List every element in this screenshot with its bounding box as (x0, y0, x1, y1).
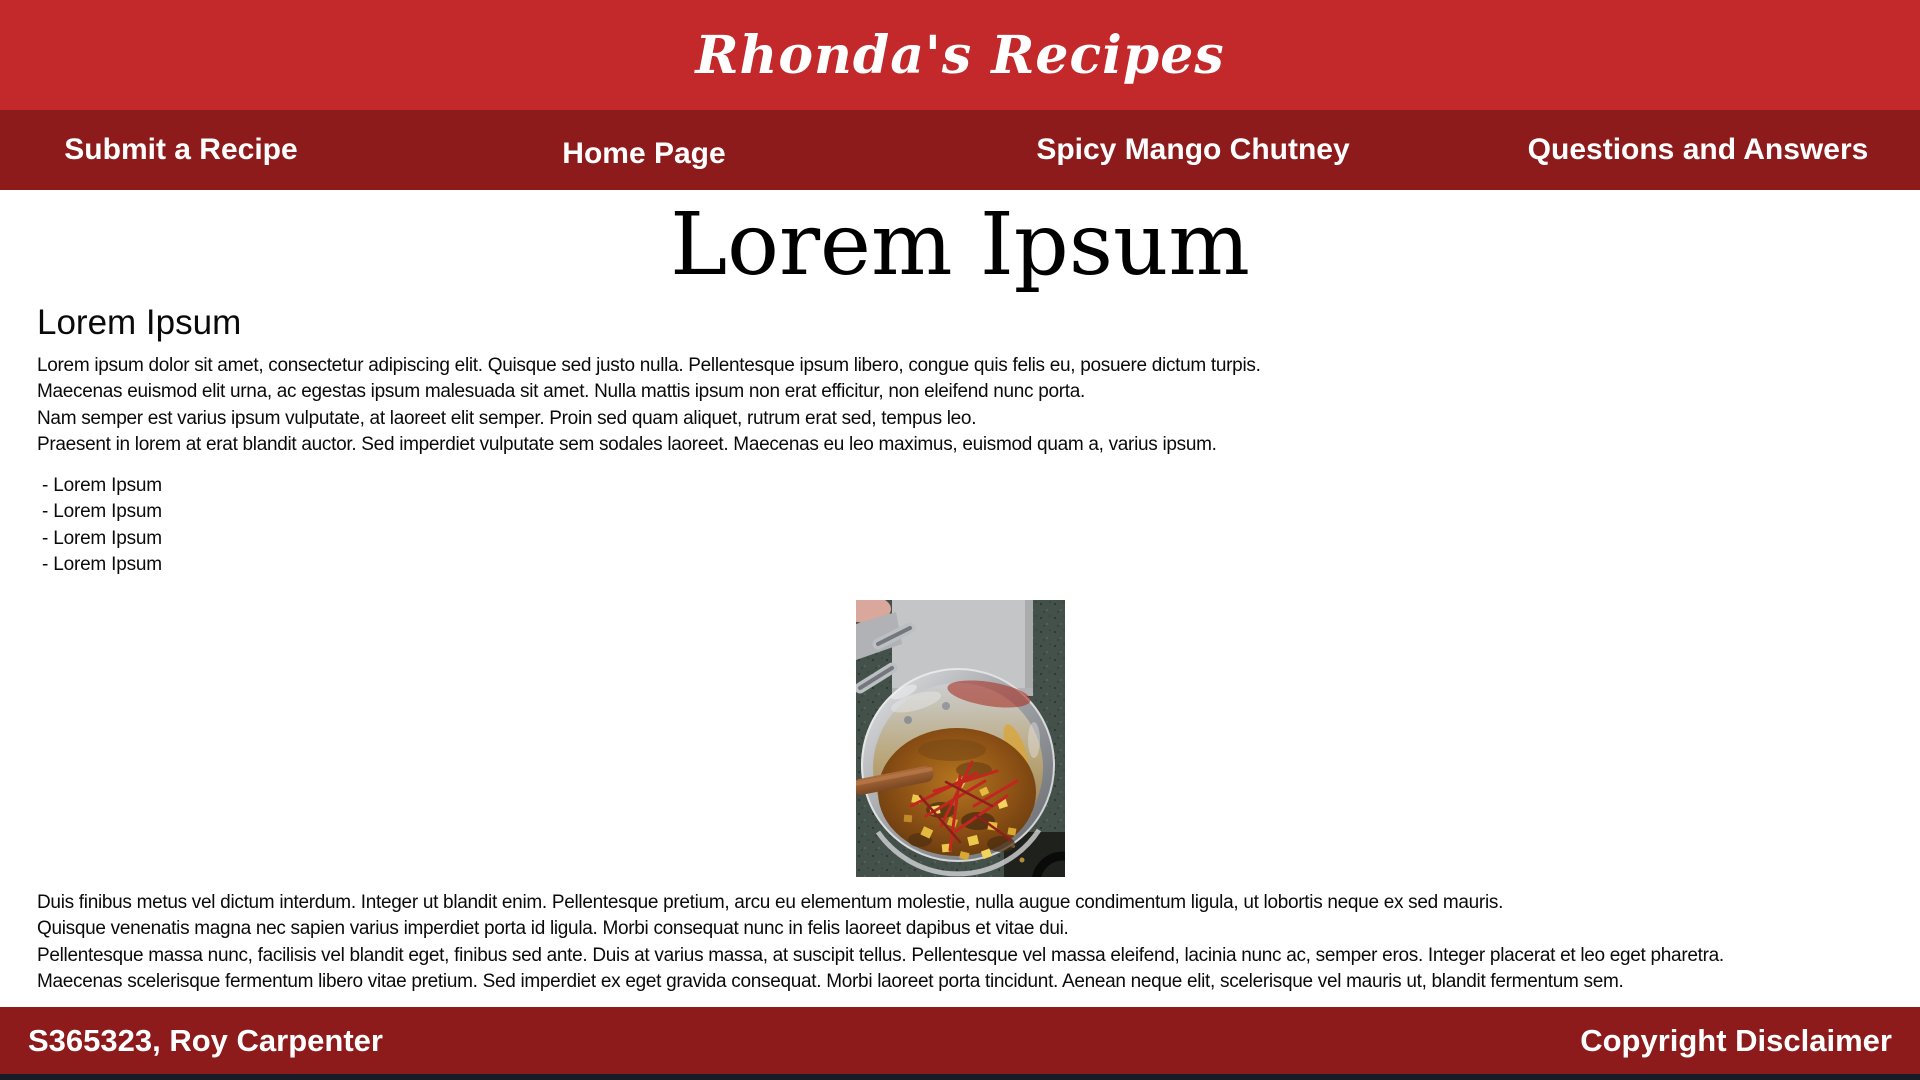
nav-item-questions-and-answers[interactable]: Questions and Answers (1527, 133, 1869, 166)
footer-copyright-disclaimer-link[interactable]: Copyright Disclaimer (1580, 1022, 1892, 1058)
list-item: - Lorem Ipsum (42, 527, 162, 549)
nav-item-submit-a-recipe[interactable]: Submit a Recipe (64, 133, 298, 166)
nav-item-spicy-mango-chutney[interactable]: Spicy Mango Chutney (1036, 133, 1350, 166)
closing-paragraph (37, 890, 1920, 996)
paragraph-line: Maecenas euismod elit urna, ac egestas ipsum malesuada sit amet. Nulla mattis ipsum non erat efficitur, non eleifend nunc porta. (37, 381, 1085, 403)
ingredient-list (42, 473, 1920, 579)
paragraph-line: Lorem ipsum dolor sit amet, consectetur adipiscing elit. Quisque sed justo nulla. Pellentesque ipsum libero, congue quis felis eu, posuere dictum turpis. (37, 354, 1261, 376)
main-content (0, 190, 1920, 1007)
nav-bar (0, 110, 1920, 190)
page-title: Lorem Ipsum (670, 195, 1250, 295)
site-footer (0, 1007, 1920, 1074)
site-header (0, 0, 1920, 110)
site-title: Rhonda's Recipes (695, 24, 1225, 86)
section-heading: Lorem Ipsum (37, 302, 242, 342)
paragraph-line: Duis finibus metus vel dictum interdum. Integer ut blandit enim. Pellentesque pretium, arcu eu elementum molestie, nulla augue condimentum ligula, ut lobortis neque ex sed mauris. (37, 891, 1504, 913)
paragraph-line: Quisque venenatis magna nec sapien varius imperdiet porta id ligula. Morbi consequat nunc in felis laoreet dapibus et vitae dui. (37, 918, 1069, 940)
intro-paragraph (37, 353, 1920, 459)
paragraph-line: Pellentesque massa nunc, facilisis vel blandit eget, finibus sed ante. Duis at varius massa, at suscipit tellus. Pellentesque vel massa eleifend, lacinia nunc ac, semper eros. Integer placerat et leo eget pharetra. (37, 944, 1724, 966)
paragraph-line: Maecenas scelerisque fermentum libero vitae pretium. Sed imperdiet ex eget gravida consequat. Morbi laoreet porta tincidunt. Aenean neque elit, scelerisque vel mauris ut, blandit fermentum sem. (37, 971, 1624, 993)
list-item: - Lorem Ipsum (42, 501, 162, 523)
nav-item-home-page[interactable]: Home Page (562, 137, 726, 170)
chutney-pot-illustration (856, 600, 1065, 877)
list-item: - Lorem Ipsum (42, 474, 162, 496)
footer-author-id: S365323, Roy Carpenter (28, 1022, 383, 1058)
bottom-strip (0, 1074, 1920, 1080)
paragraph-line: Nam semper est varius ipsum vulputate, at laoreet elit semper. Proin sed quam aliquet, rutrum erat sed, tempus leo. (37, 407, 977, 429)
list-item: - Lorem Ipsum (42, 554, 162, 576)
paragraph-line: Praesent in lorem at erat blandit auctor. Sed imperdiet vulputate sem sodales laoreet. Maecenas eu leo maximus, euismod quam a, varius ipsum. (37, 434, 1217, 456)
chutney-pot-photo (856, 600, 1065, 877)
